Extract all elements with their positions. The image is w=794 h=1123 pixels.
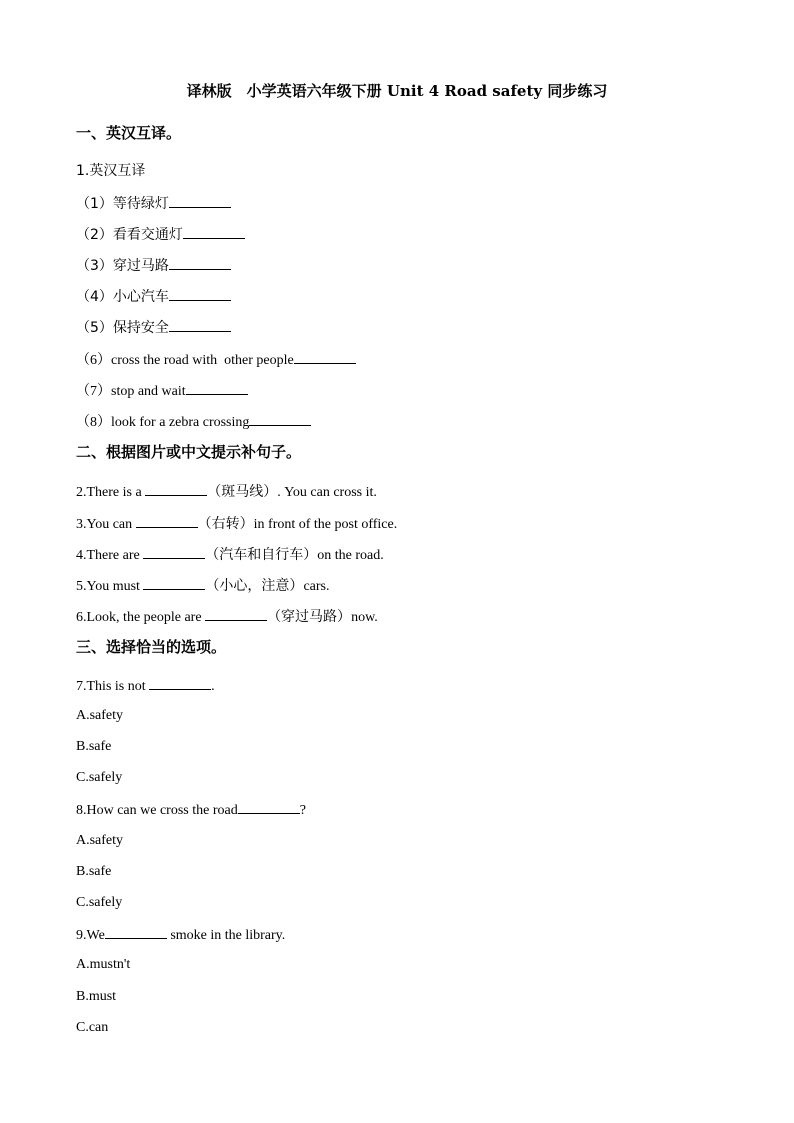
answer-blank[interactable] [205,608,267,621]
answer-blank[interactable] [169,257,231,270]
item-text: （2）看看交通灯 [76,227,183,243]
hint-text: （穿过马路） [267,609,352,625]
answer-blank[interactable] [186,382,248,395]
answer-blank[interactable] [143,577,205,590]
hint-text: （斑马线） [207,484,278,500]
q8-option-b[interactable]: B.safe [76,864,112,879]
item-text: （6）cross the road with other people [76,353,294,368]
question-text: 3.You can [76,517,136,532]
answer-blank[interactable] [149,677,211,690]
q1-item-8 [76,411,311,431]
question-text: 5.You must [76,579,144,594]
hint-text: （小心，注意） [205,578,304,594]
q8-option-c[interactable]: C.safely [76,895,123,910]
section-3-heading: 三、选择恰当的选项。 [76,638,227,656]
answer-blank[interactable] [238,801,300,814]
answer-blank[interactable] [169,288,231,301]
section-2-heading: 二、根据图片或中文提示补句子。 [76,443,302,461]
question-text: 4.There are [76,548,144,563]
q1-label: 1.英汉互译 [76,163,146,179]
question-text: ? [299,803,306,818]
item-text: （1）等待绿灯 [76,196,169,212]
answer-blank[interactable] [183,226,245,239]
q1-item-5 [76,317,231,337]
q6 [76,606,378,626]
q7-option-a[interactable]: A.safety [76,708,124,723]
question-text: . [211,679,215,694]
question-text: . You can cross it. [277,485,377,500]
q9-option-c[interactable]: C.can [76,1020,109,1035]
question-text: 9.We [76,928,105,943]
q1-item-1 [76,193,231,213]
answer-blank[interactable] [169,195,231,208]
question-text: on the road. [317,548,384,563]
section-1-heading: 一、英汉互译。 [76,124,182,142]
answer-blank[interactable] [143,546,205,559]
q7-option-b[interactable]: B.safe [76,739,112,754]
question-text: 2.There is a [76,485,146,500]
answer-blank[interactable] [105,926,167,939]
q8 [76,801,306,819]
answer-blank[interactable] [136,515,198,528]
q8-option-a[interactable]: A.safety [76,833,124,848]
question-text: 8.How can we cross the road [76,803,238,818]
question-text: now. [351,610,378,625]
q9-option-b[interactable]: B.must [76,989,117,1004]
question-text: smoke in the library. [166,928,286,943]
item-text: （7）stop and wait [76,384,186,399]
hint-text: （汽车和自行车） [205,547,318,563]
q9-option-a[interactable]: A.mustn't [76,957,131,972]
hint-text: （右转） [197,516,254,532]
item-text: （4）小心汽车 [76,289,169,305]
item-text: （5）保持安全 [76,320,169,336]
q1-item-6 [76,349,356,369]
question-text: 7.This is not [76,679,150,694]
q5 [76,575,329,595]
q1-item-4 [76,286,231,306]
question-text: in front of the post office. [253,517,398,532]
item-text: （3）穿过马路 [76,258,169,274]
q2 [76,481,377,501]
q7 [76,677,215,695]
q7-option-c[interactable]: C.safely [76,770,123,785]
q3 [76,513,397,533]
answer-blank[interactable] [169,319,231,332]
question-text: 6.Look, the people are [76,610,206,625]
q9 [76,926,285,944]
answer-blank[interactable] [249,413,311,426]
q1-item-3 [76,255,231,275]
answer-blank[interactable] [145,483,207,496]
q1-item-7 [76,380,248,400]
q1-item-2 [76,224,245,244]
page-title: 译林版 小学英语六年级下册 Unit 4 Road safety 同步练习 [186,82,608,100]
question-text: cars. [303,579,330,594]
item-text: （8）look for a zebra crossing [76,415,250,430]
q4 [76,544,384,564]
answer-blank[interactable] [294,351,356,364]
